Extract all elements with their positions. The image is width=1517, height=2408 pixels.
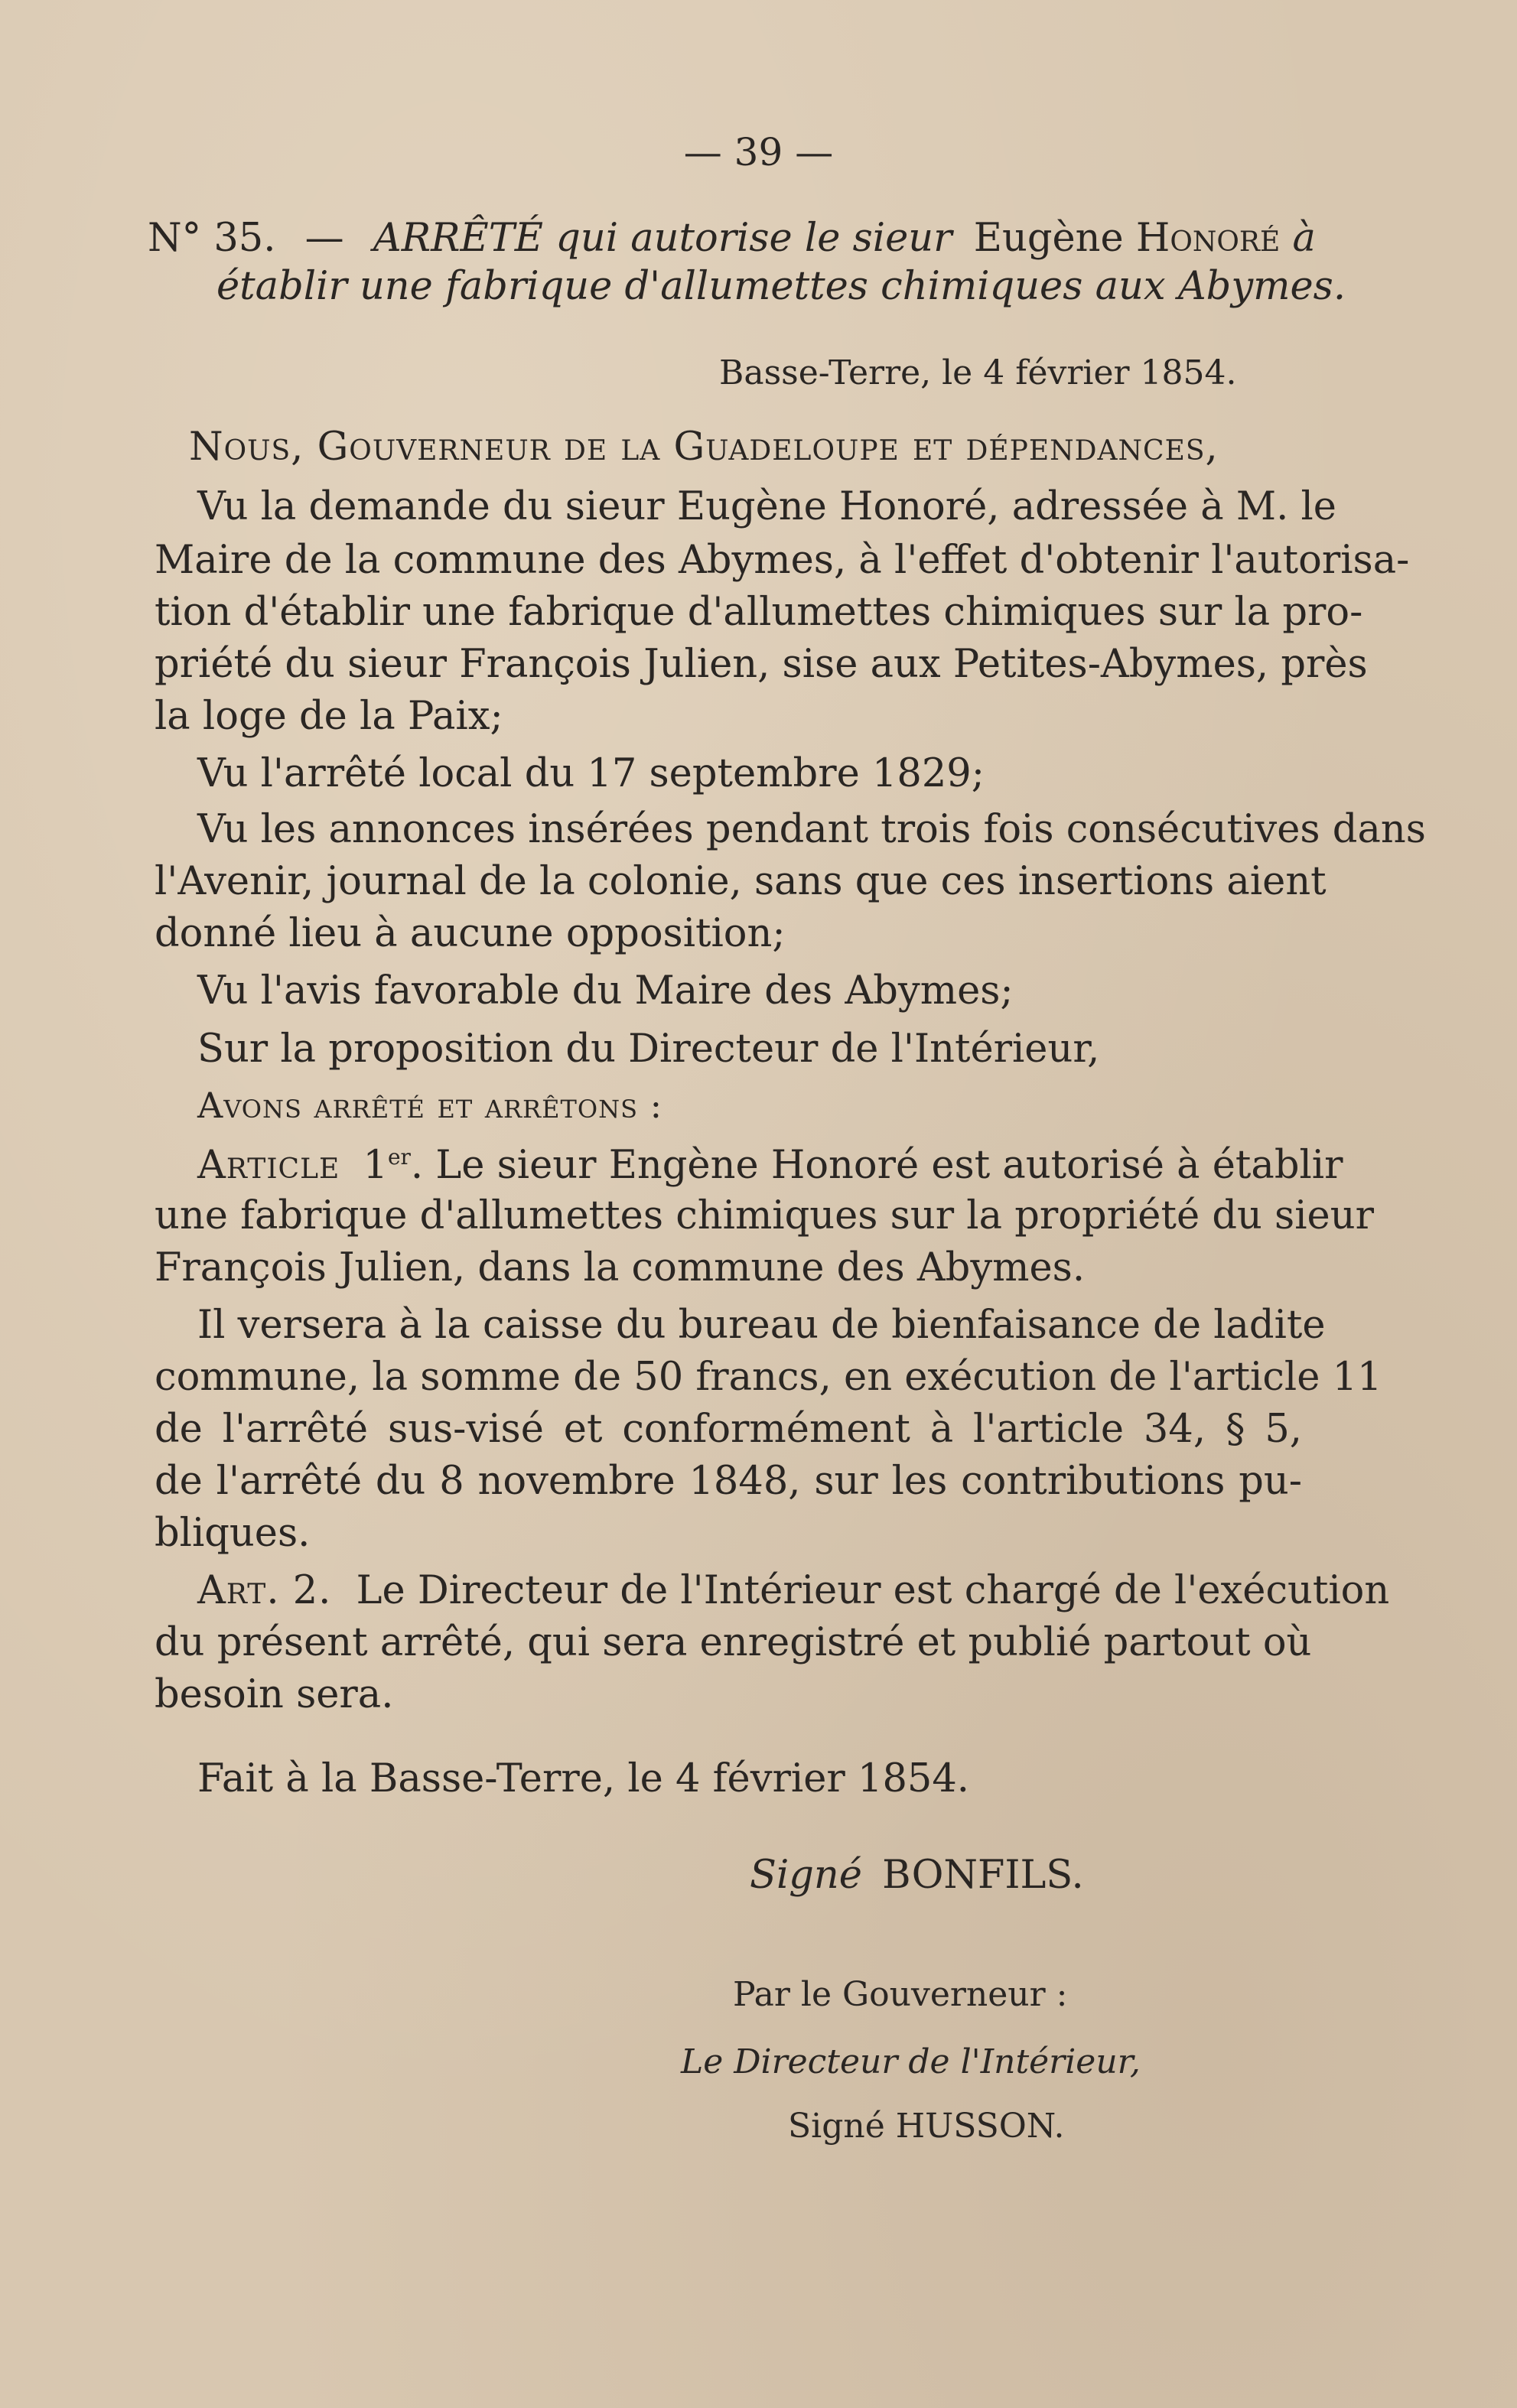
preamble: Nous, Gouverneur de la Guadeloupe et dépendances,	[189, 425, 1219, 470]
article-2-label: Art. 2.	[197, 1568, 332, 1613]
article-1-para2-line-2: commune, la somme de 50 francs, en exécution de l'article 11	[155, 1355, 1382, 1400]
dateline: Basse-Terre, le 4 février 1854.	[719, 353, 1237, 392]
visa-3-line-1: Vu les annonces insérées pendant trois fois consécutives dans	[197, 807, 1426, 852]
article-1-label: Article	[197, 1143, 340, 1188]
enacting-clause: Avons arrêté et arrêtons :	[197, 1085, 663, 1126]
decree-number: N° 35.	[148, 216, 276, 261]
visa-1-line-3: tion d'établir une fabrique d'allumettes chimiques sur la pro-	[155, 590, 1363, 635]
visa-1-line-5: la loge de la Paix;	[155, 694, 503, 739]
heading-title-part1: ARRÊTÉ qui autorise le sieur	[373, 216, 952, 261]
signe-word: Signé	[750, 1853, 862, 1898]
heading-dash: —	[304, 216, 344, 261]
signature-block	[750, 1853, 1084, 1898]
article-2-line-1-wrap	[197, 1568, 1389, 1613]
heading-title-part1b: à	[1292, 216, 1316, 261]
visa-1-line-1: Vu la demande du sieur Eugène Honoré, adressée à M. le	[197, 484, 1336, 529]
article-1-line-3: François Julien, dans la commune des Abymes.	[155, 1245, 1086, 1290]
article-1-line-1: . Le sieur Engène Honoré est autorisé à établir	[410, 1143, 1343, 1188]
article-1-para2-line-4: de l'arrêté du 8 novembre 1848, sur les contributions pu-	[155, 1459, 1302, 1504]
countersign-signe: Signé HUSSON.	[788, 2107, 1065, 2146]
visa-5: Sur la proposition du Directeur de l'Intérieur,	[197, 1027, 1100, 1072]
article-1-para2-line-1: Il versera à la caisse du bureau de bienfaisance de ladite	[197, 1303, 1326, 1348]
article-1-number: 1	[363, 1143, 388, 1188]
article-2-line-1: Le Directeur de l'Intérieur est chargé de l'exécution	[356, 1568, 1390, 1613]
visa-2: Vu l'arrêté local du 17 septembre 1829;	[197, 751, 985, 796]
countersign-par: Par le Gouverneur :	[733, 1975, 1068, 2014]
signatory-name: BONFILS.	[882, 1853, 1084, 1898]
visa-3-line-2: l'Avenir, journal de la colonie, sans que ces insertions aient	[155, 859, 1327, 904]
heading-title-part2: établir une fabrique d'allumettes chimiques aux Abymes.	[216, 264, 1346, 309]
article-2-line-3: besoin sera.	[155, 1672, 394, 1717]
heading-name-first: Eugène	[973, 216, 1124, 261]
article-1-para2-line-3: de l'arrêté sus-visé et conformément à l'article 34, § 5,	[155, 1407, 1302, 1452]
article-2-line-2: du présent arrêté, qui sera enregistré et publié partout où	[155, 1620, 1312, 1665]
place-and-date: Fait à la Basse-Terre, le 4 février 1854.	[197, 1756, 970, 1801]
visa-3-line-3: donné lieu à aucune opposition;	[155, 911, 786, 956]
visa-1-line-4: priété du sieur François Julien, sise aux Petites-Abymes, près	[155, 642, 1368, 687]
visa-4: Vu l'avis favorable du Maire des Abymes;	[197, 968, 1014, 1014]
article-1-line-2: une fabrique d'allumettes chimiques sur la propriété du sieur	[155, 1193, 1374, 1238]
page-number: — 39 —	[683, 130, 834, 174]
visa-1-line-2: Maire de la commune des Abymes, à l'effet d'obtenir l'autorisa-	[155, 538, 1410, 583]
decree-heading	[148, 216, 1316, 262]
heading-name-last: Honoré	[1135, 216, 1281, 261]
article-1-para2-line-5: bliques.	[155, 1511, 311, 1556]
article-1-label-line	[197, 1143, 1343, 1188]
countersign-title: Le Directeur de l'Intérieur,	[681, 2042, 1141, 2081]
article-1-sup: er	[387, 1144, 411, 1170]
